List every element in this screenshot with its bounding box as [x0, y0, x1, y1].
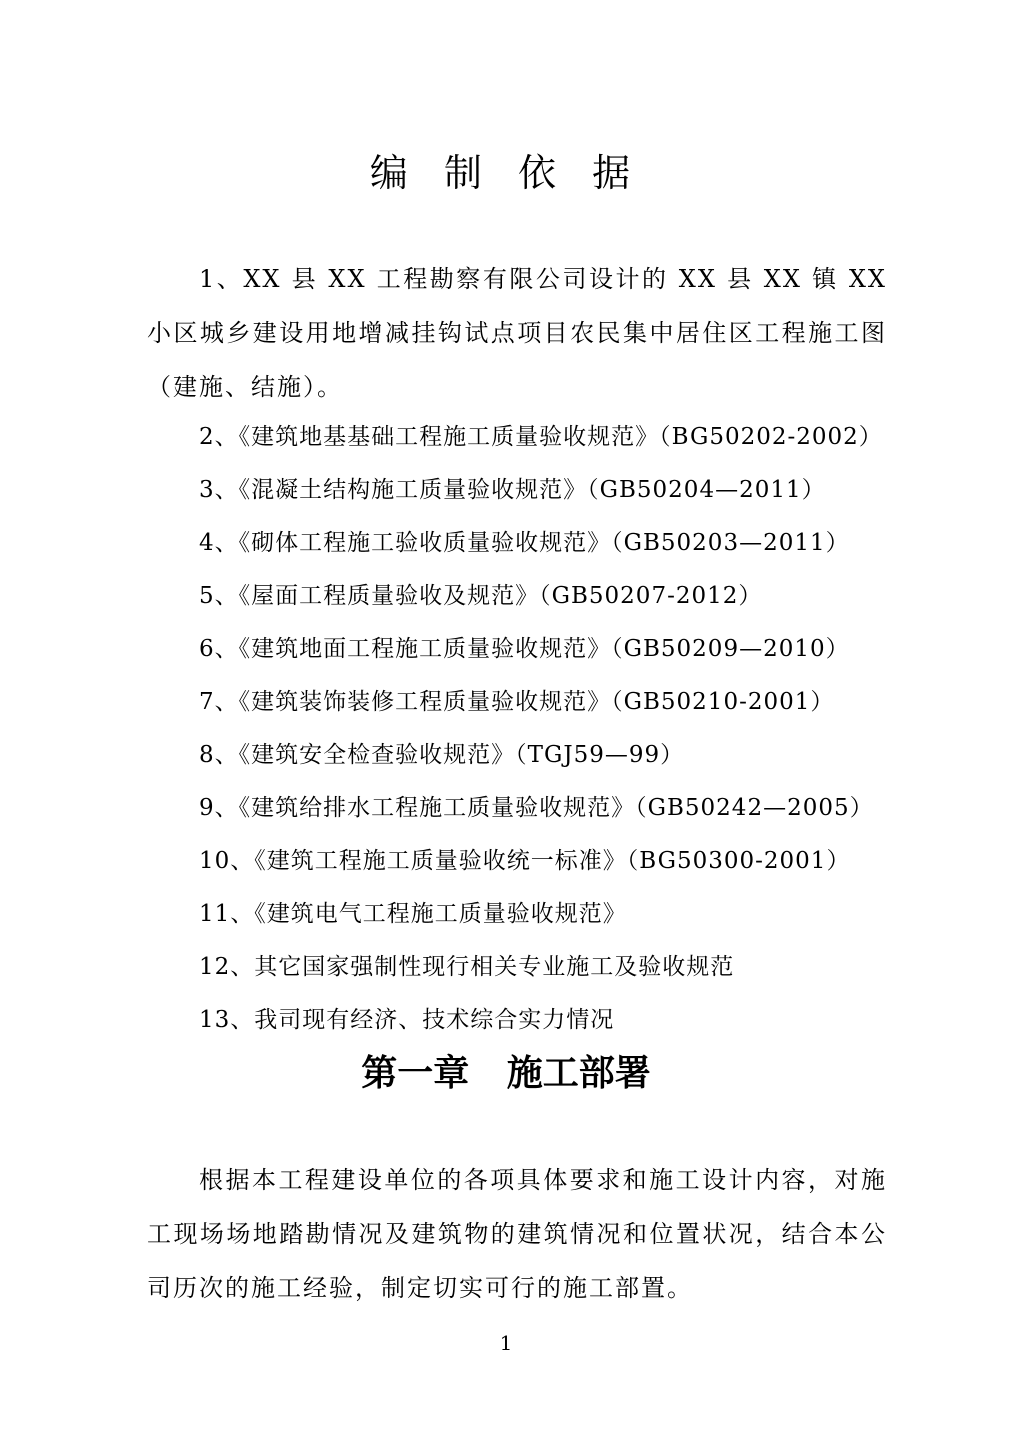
document-title: 编 制 依 据	[369, 151, 643, 195]
page-number: 1	[499, 1331, 513, 1355]
basis-item-5: 5、《屋面工程质量验收及规范》（GB50207-2012）	[199, 583, 763, 609]
basis-item-8: 8、《建筑安全检查验收规范》（TGJ59—99）	[199, 742, 685, 768]
basis-item-3: 3、《混凝土结构施工质量验收规范》（GB50204—2011）	[199, 477, 826, 503]
basis-item-13: 13、我司现有经济、技术综合实力情况	[199, 1007, 615, 1033]
basis-item-2: 2、《建筑地基基础工程施工质量验收规范》（BG50202-2002）	[199, 424, 883, 450]
basis-item-4: 4、《砌体工程施工验收质量验收规范》（GB50203—2011）	[199, 530, 850, 556]
chapter-title: 第一章 施工部署	[361, 1053, 651, 1094]
basis-item-10: 10、《建筑工程施工质量验收统一标准》（BG50300-2001）	[199, 848, 851, 874]
basis-item-7: 7、《建筑装饰装修工程质量验收规范》（GB50210-2001）	[199, 689, 835, 715]
basis-item-12: 12、其它国家强制性现行相关专业施工及验收规范	[199, 954, 735, 980]
chapter-paragraph: 根据本工程建设单位的各项具体要求和施工设计内容，对施工现场场地踏勘情况及建筑物的建筑情况和位置状况，结合本公司历次的施工经验，制定切实可行的施工部置。	[147, 1166, 887, 1302]
basis-item-6: 6、《建筑地面工程施工质量验收规范》（GB50209—2010）	[199, 636, 850, 662]
basis-item-9: 9、《建筑给排水工程施工质量验收规范》（GB50242—2005）	[199, 795, 874, 821]
basis-item-1: 1、XX 县 XX 工程勘察有限公司设计的 XX 县 XX 镇 XX 小区城乡建设用地增减挂钩试点项目农民集中居住区工程施工图（建施、结施）。	[147, 265, 887, 401]
basis-item-11: 11、《建筑电气工程施工质量验收规范》	[199, 901, 627, 927]
